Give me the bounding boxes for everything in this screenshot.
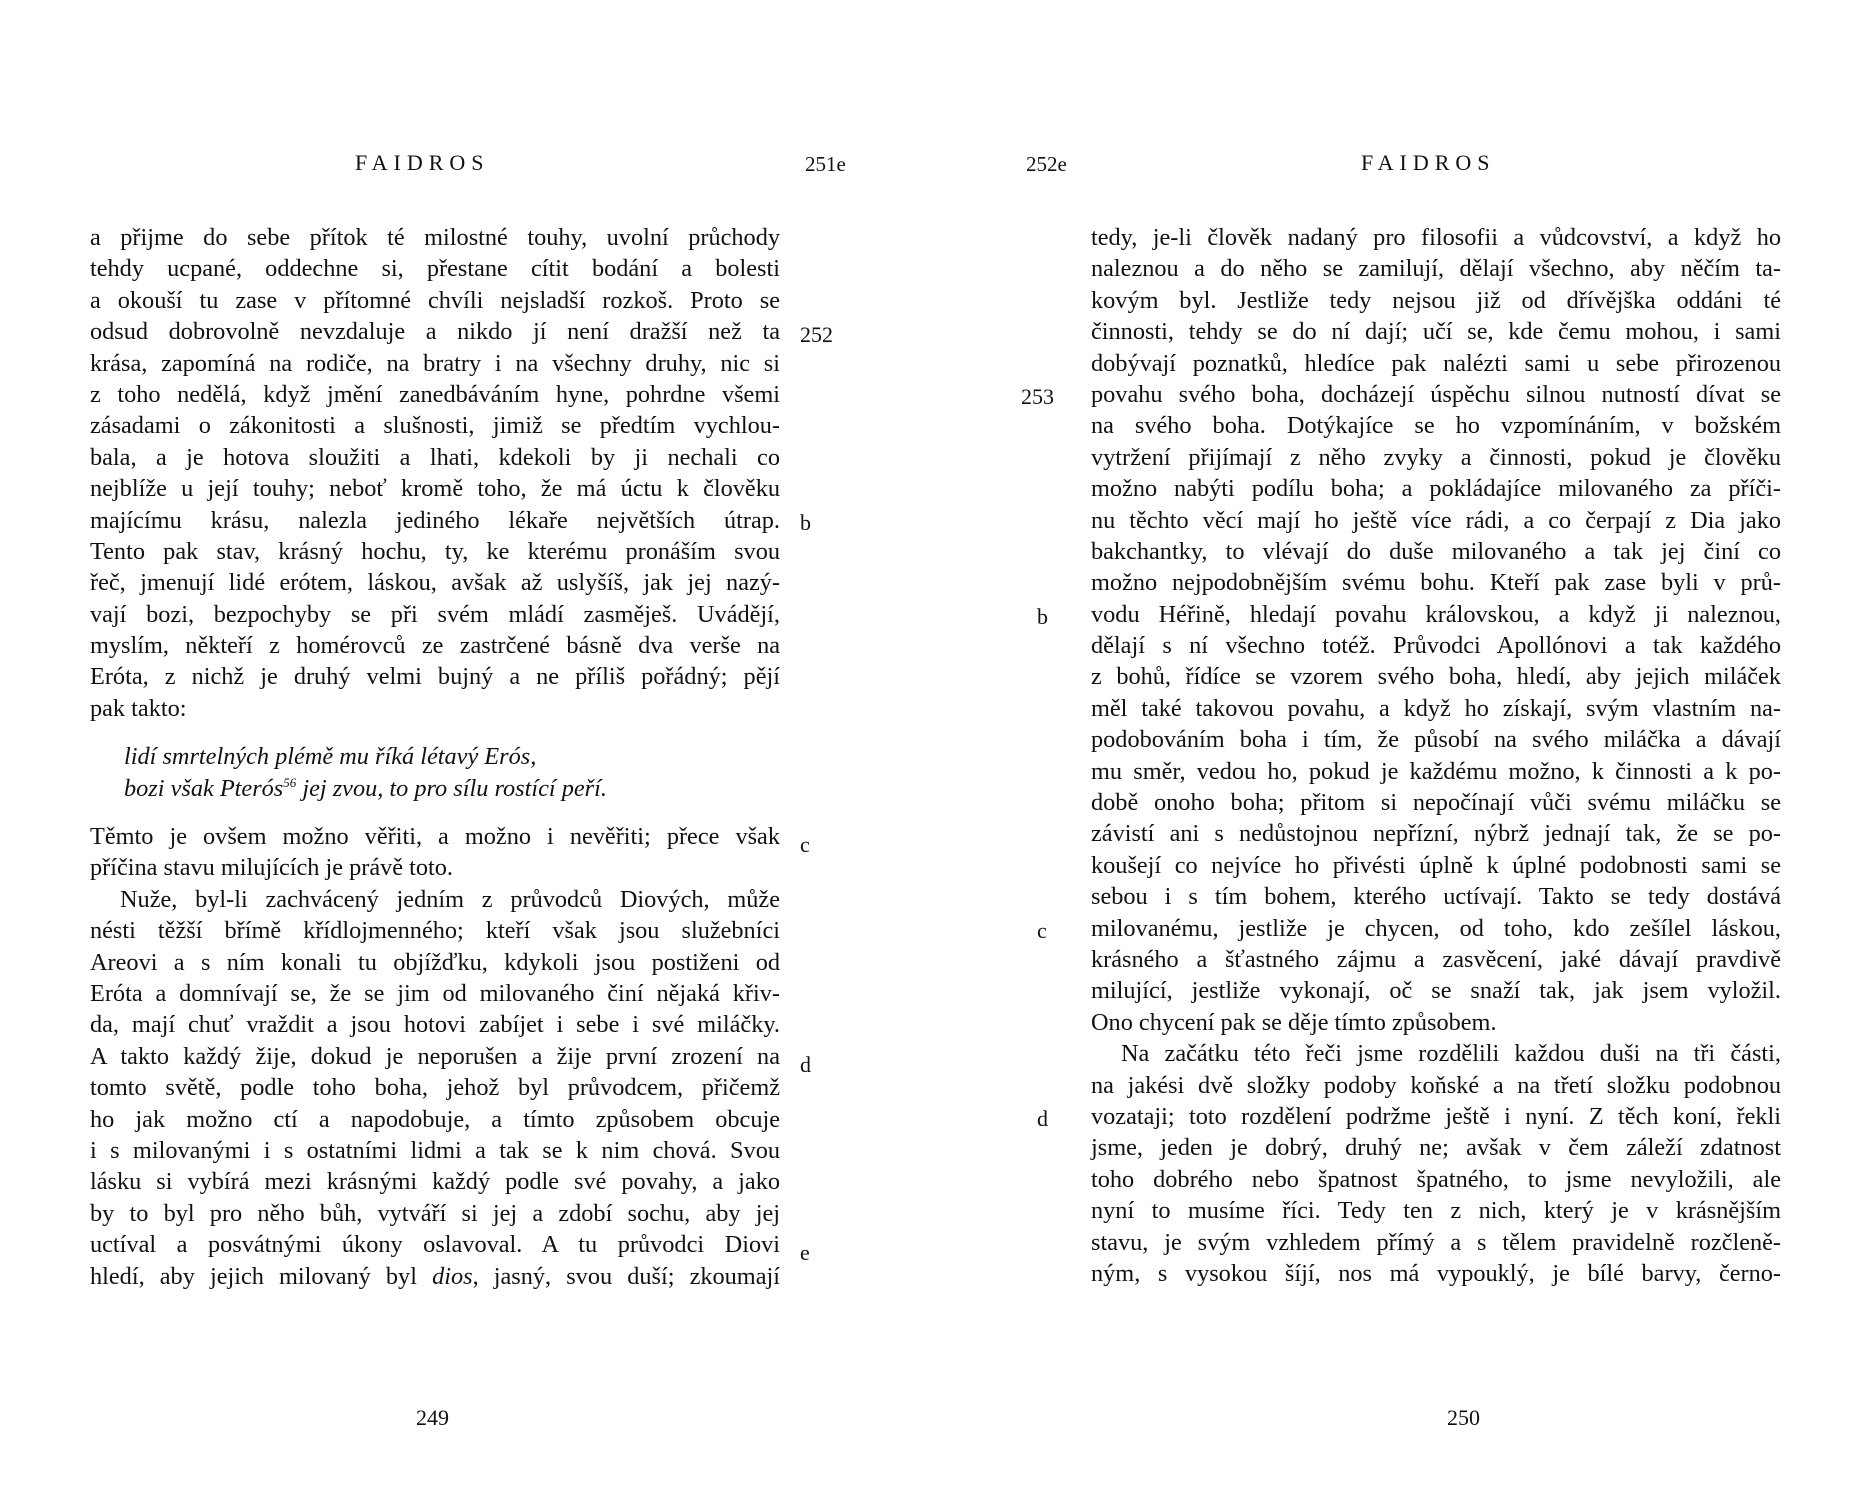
page-number: 249 <box>416 1405 449 1430</box>
text-line: možno nabýti podílu boha; a pokládajíce milovaného za příči- <box>1091 475 1781 503</box>
text-line: závistí ani s nedůstojnou nepřízní, nýbrž jednají tak, že se po- <box>1091 820 1781 848</box>
text-line: naleznou a do něho se zamilují, dělají všechno, aby něčím ta- <box>1091 255 1781 283</box>
text-line: da, mají chuť vraždit a jsou hotovi zabíjet i sebe i své miláčky. <box>90 1011 780 1039</box>
text-line: povahu svého boha, docházejí úspěchu silnou nutností dívat se <box>1091 380 1781 408</box>
italic-word: dios <box>432 1262 473 1290</box>
margin-section-252: 252 <box>800 322 833 347</box>
text-line: pak takto: <box>90 694 187 722</box>
margin-section-d: d <box>800 1052 811 1077</box>
text-line: stavu, je svým vzhledem přímý a s tělem pravidelně rozčleně- <box>1091 1228 1781 1256</box>
text-line: nejblíže u její touhy; neboť kromě toho, že má úctu k člověku <box>90 475 780 503</box>
text-line: Tento pak stav, krásný hochu, ty, ke kterému pronáším svou <box>90 537 780 565</box>
text-line: a okouší tu zase v přítomné chvíli nejsladší rozkoš. Proto se <box>90 286 780 314</box>
text-line: Nuže, byl-li zachvácený jedním z průvodců Diových, může <box>120 885 780 913</box>
margin-section-e: e <box>800 1240 810 1265</box>
text-line: nyní to musíme říci. Tedy ten z nich, který je v krásnějším <box>1091 1197 1781 1225</box>
text-line: ho jak možno ctí a napodobuje, a tímto způsobem obcuje <box>90 1105 780 1133</box>
verse-line <box>90 773 780 804</box>
footnote-marker: 56 <box>283 774 297 790</box>
text-line: nésti těžší břímě křídlojmenného; kteří však jsou služebníci <box>90 917 780 945</box>
text-line: zásadami o zákonitosti a slušnosti, jimiž se předtím vychlou- <box>90 412 780 440</box>
text-line: odsud dobrovolně nevzdaluje a nikdo jí není dražší než ta <box>90 318 780 346</box>
text-line: milující, jestliže vykonají, oč se snaží tak, jak jsem vyložil. <box>1091 977 1781 1005</box>
running-head: FAIDROS <box>355 150 490 175</box>
text-line: jsme, jeden je dobrý, druhý ne; avšak v čem záleží zdatnost <box>1091 1134 1781 1162</box>
text-line: krása, zapomíná na rodiče, na bratry i na všechny druhy, nic si <box>90 349 780 377</box>
text-line: vají bozi, bezpochyby se při svém mládí zasměješ. Uvádějí, <box>90 600 780 628</box>
text-line: na jakési dvě složky podoby koňské a na třetí složku podobnou <box>1091 1071 1781 1099</box>
text-line: majícímu krásu, nalezla jediného lékaře největších útrap. <box>90 506 780 534</box>
text-line: nu těchto věcí mají ho ještě více rádi, a co čerpají z Dia jako <box>1091 506 1781 534</box>
text-line: činnosti, tehdy se do ní dají; učí se, kde čemu mohou, i sami <box>1091 318 1781 346</box>
page-number: 250 <box>1447 1405 1480 1430</box>
text-line: sebou i s tím bohem, kterého uctívají. Takto se tedy dostává <box>1091 883 1781 911</box>
verse-text: bozi však Pterós <box>124 774 284 802</box>
text-line: řeč, jmenují lidé erótem, láskou, avšak až uslyšíš, jak jej nazý- <box>90 569 780 597</box>
stephanus-reference: 251e <box>805 152 846 176</box>
verse-spacing <box>90 724 780 741</box>
margin-section-d: d <box>1037 1106 1048 1131</box>
text-line: bala, a je hotova sloužiti a lhati, kdekoli by ji nechali co <box>90 443 780 471</box>
margin-section-c: c <box>800 832 810 857</box>
text-line: dělají s ní všechno totéž. Průvodci Apollónovi a tak každého <box>1091 632 1781 660</box>
text-line: Ono chycení pak se děje tímto způsobem. <box>1091 1008 1497 1036</box>
text-line: toho dobrého nebo špatnost špatného, to jsme nevyložili, ale <box>1091 1165 1781 1193</box>
text-line: A takto každý žije, dokud je neporušen a žije první zrození na <box>90 1042 780 1070</box>
text-line: na svého boha. Dotýkajíce se ho vzpomínáním, v božském <box>1091 412 1781 440</box>
right-page <box>931 0 1862 1501</box>
text-line: uctíval a posvátnými úkony oslavoval. A tu průvodci Diovi <box>90 1231 780 1259</box>
text-line: myslím, někteří z homérovců ze zastrčené básně dva verše na <box>90 632 780 660</box>
text-line: Těmto je ovšem možno věřiti, a možno i nevěřiti; přece však <box>90 823 780 851</box>
text-line: příčina stavu milujících je právě toto. <box>90 854 453 882</box>
margin-section-b: b <box>800 510 811 535</box>
text-line: vodu Héřině, hledají povahu královskou, a když ji naleznou, <box>1091 600 1781 628</box>
text-line: Eróta a domnívají se, že se jim od milovaného činí nějaká křiv- <box>90 979 780 1007</box>
text-line: Eróta, z nichž je druhý velmi bujný a ne příliš pořádný; pějí <box>90 663 780 691</box>
text-line: ným, s vysokou šíjí, nos má vypouklý, je bílé barvy, černo- <box>1091 1259 1781 1287</box>
text-line: dobývají poznatků, hledíce pak nalézti sami u sebe přirozenou <box>1091 349 1781 377</box>
text-line <box>90 1261 780 1292</box>
verse-spacing <box>90 804 780 821</box>
text-line: i s milovanými i s ostatními lidmi a tak se k nim chová. Svou <box>90 1136 780 1164</box>
text-line: lásku si vybírá mezi krásnými každý podle své povahy, a jako <box>90 1168 780 1196</box>
text-line: milovanému, jestliže je chycen, od toho, kdo zešílel láskou, <box>1091 914 1781 942</box>
text-run: , jasný, svou duší; zkoumají <box>472 1262 780 1290</box>
text-line: Areovi a s ním konali tu objížďku, kdykoli jsou postiženi od <box>90 948 780 976</box>
text-line: tomto světě, podle toho boha, jehož byl průvodcem, přičemž <box>90 1074 780 1102</box>
text-line: z bohů, řídíce se vzorem svého boha, hledí, aby jejich miláček <box>1091 663 1781 691</box>
text-line: době onoho boha; přitom si nepočínají vůči svému miláčku se <box>1091 789 1781 817</box>
text-line: měl také takovou povahu, a když ho získají, svým vlastním na- <box>1091 694 1781 722</box>
text-line: a přijme do sebe přítok té milostné touhy, uvolní průchody <box>90 224 780 251</box>
text-block <box>1091 222 1781 1289</box>
running-head: FAIDROS <box>1361 150 1496 175</box>
text-line: koušejí co nejvíce ho přivésti úplně k úplné podobnosti sami se <box>1091 851 1781 879</box>
text-line: by to byl pro něho bůh, vytváří si jej a zdobí sochu, aby jej <box>90 1199 780 1227</box>
text-block <box>90 222 780 1292</box>
text-line: bakchantky, to vlévají do duše milovaného a tak jej činí co <box>1091 537 1781 565</box>
text-line: z toho nedělá, když jmění zanedbáváním hyne, pohrdne všemi <box>90 380 780 408</box>
margin-section-253: 253 <box>1021 384 1054 409</box>
text-line: možno nejpodobnějším svému bohu. Kteří pak zase byli v prů- <box>1091 569 1781 597</box>
text-line: krásného a šťastného zájmu a zasvěcení, jaké dávají pravdivě <box>1091 945 1781 973</box>
margin-section-b: b <box>1037 604 1048 629</box>
text-line: tehdy ucpané, oddechne si, přestane cítit bodání a bolesti <box>90 255 780 283</box>
margin-section-c: c <box>1037 918 1047 943</box>
text-line: tedy, je-li člověk nadaný pro filosofii a vůdcovství, a když ho <box>1091 224 1781 251</box>
stephanus-reference: 252e <box>1026 152 1067 176</box>
text-line: vytržení přijímají z něho zvyky a činnosti, pokud je člověku <box>1091 443 1781 471</box>
text-line: Na začátku této řeči jsme rozdělili každou duši na tři části, <box>1121 1040 1781 1068</box>
verse-line: lidí smrtelných plémě mu říká létavý Erós, <box>124 743 537 771</box>
text-line: mu směr, vedou ho, pokud je každému možno, k činnosti a k po- <box>1091 757 1781 785</box>
text-line: vozataji; toto rozdělení podržme ještě i nyní. Z těch koní, řekli <box>1091 1102 1781 1130</box>
text-line: kovým byl. Jestliže tedy nejsou již od dřívějška oddáni té <box>1091 286 1781 314</box>
verse-text: jej zvou, to pro sílu rostící peří. <box>296 774 607 802</box>
text-run: hledí, aby jejich milovaný byl <box>90 1262 433 1290</box>
text-line: podobováním boha i tím, že působí na svého miláčka a dávají <box>1091 726 1781 754</box>
